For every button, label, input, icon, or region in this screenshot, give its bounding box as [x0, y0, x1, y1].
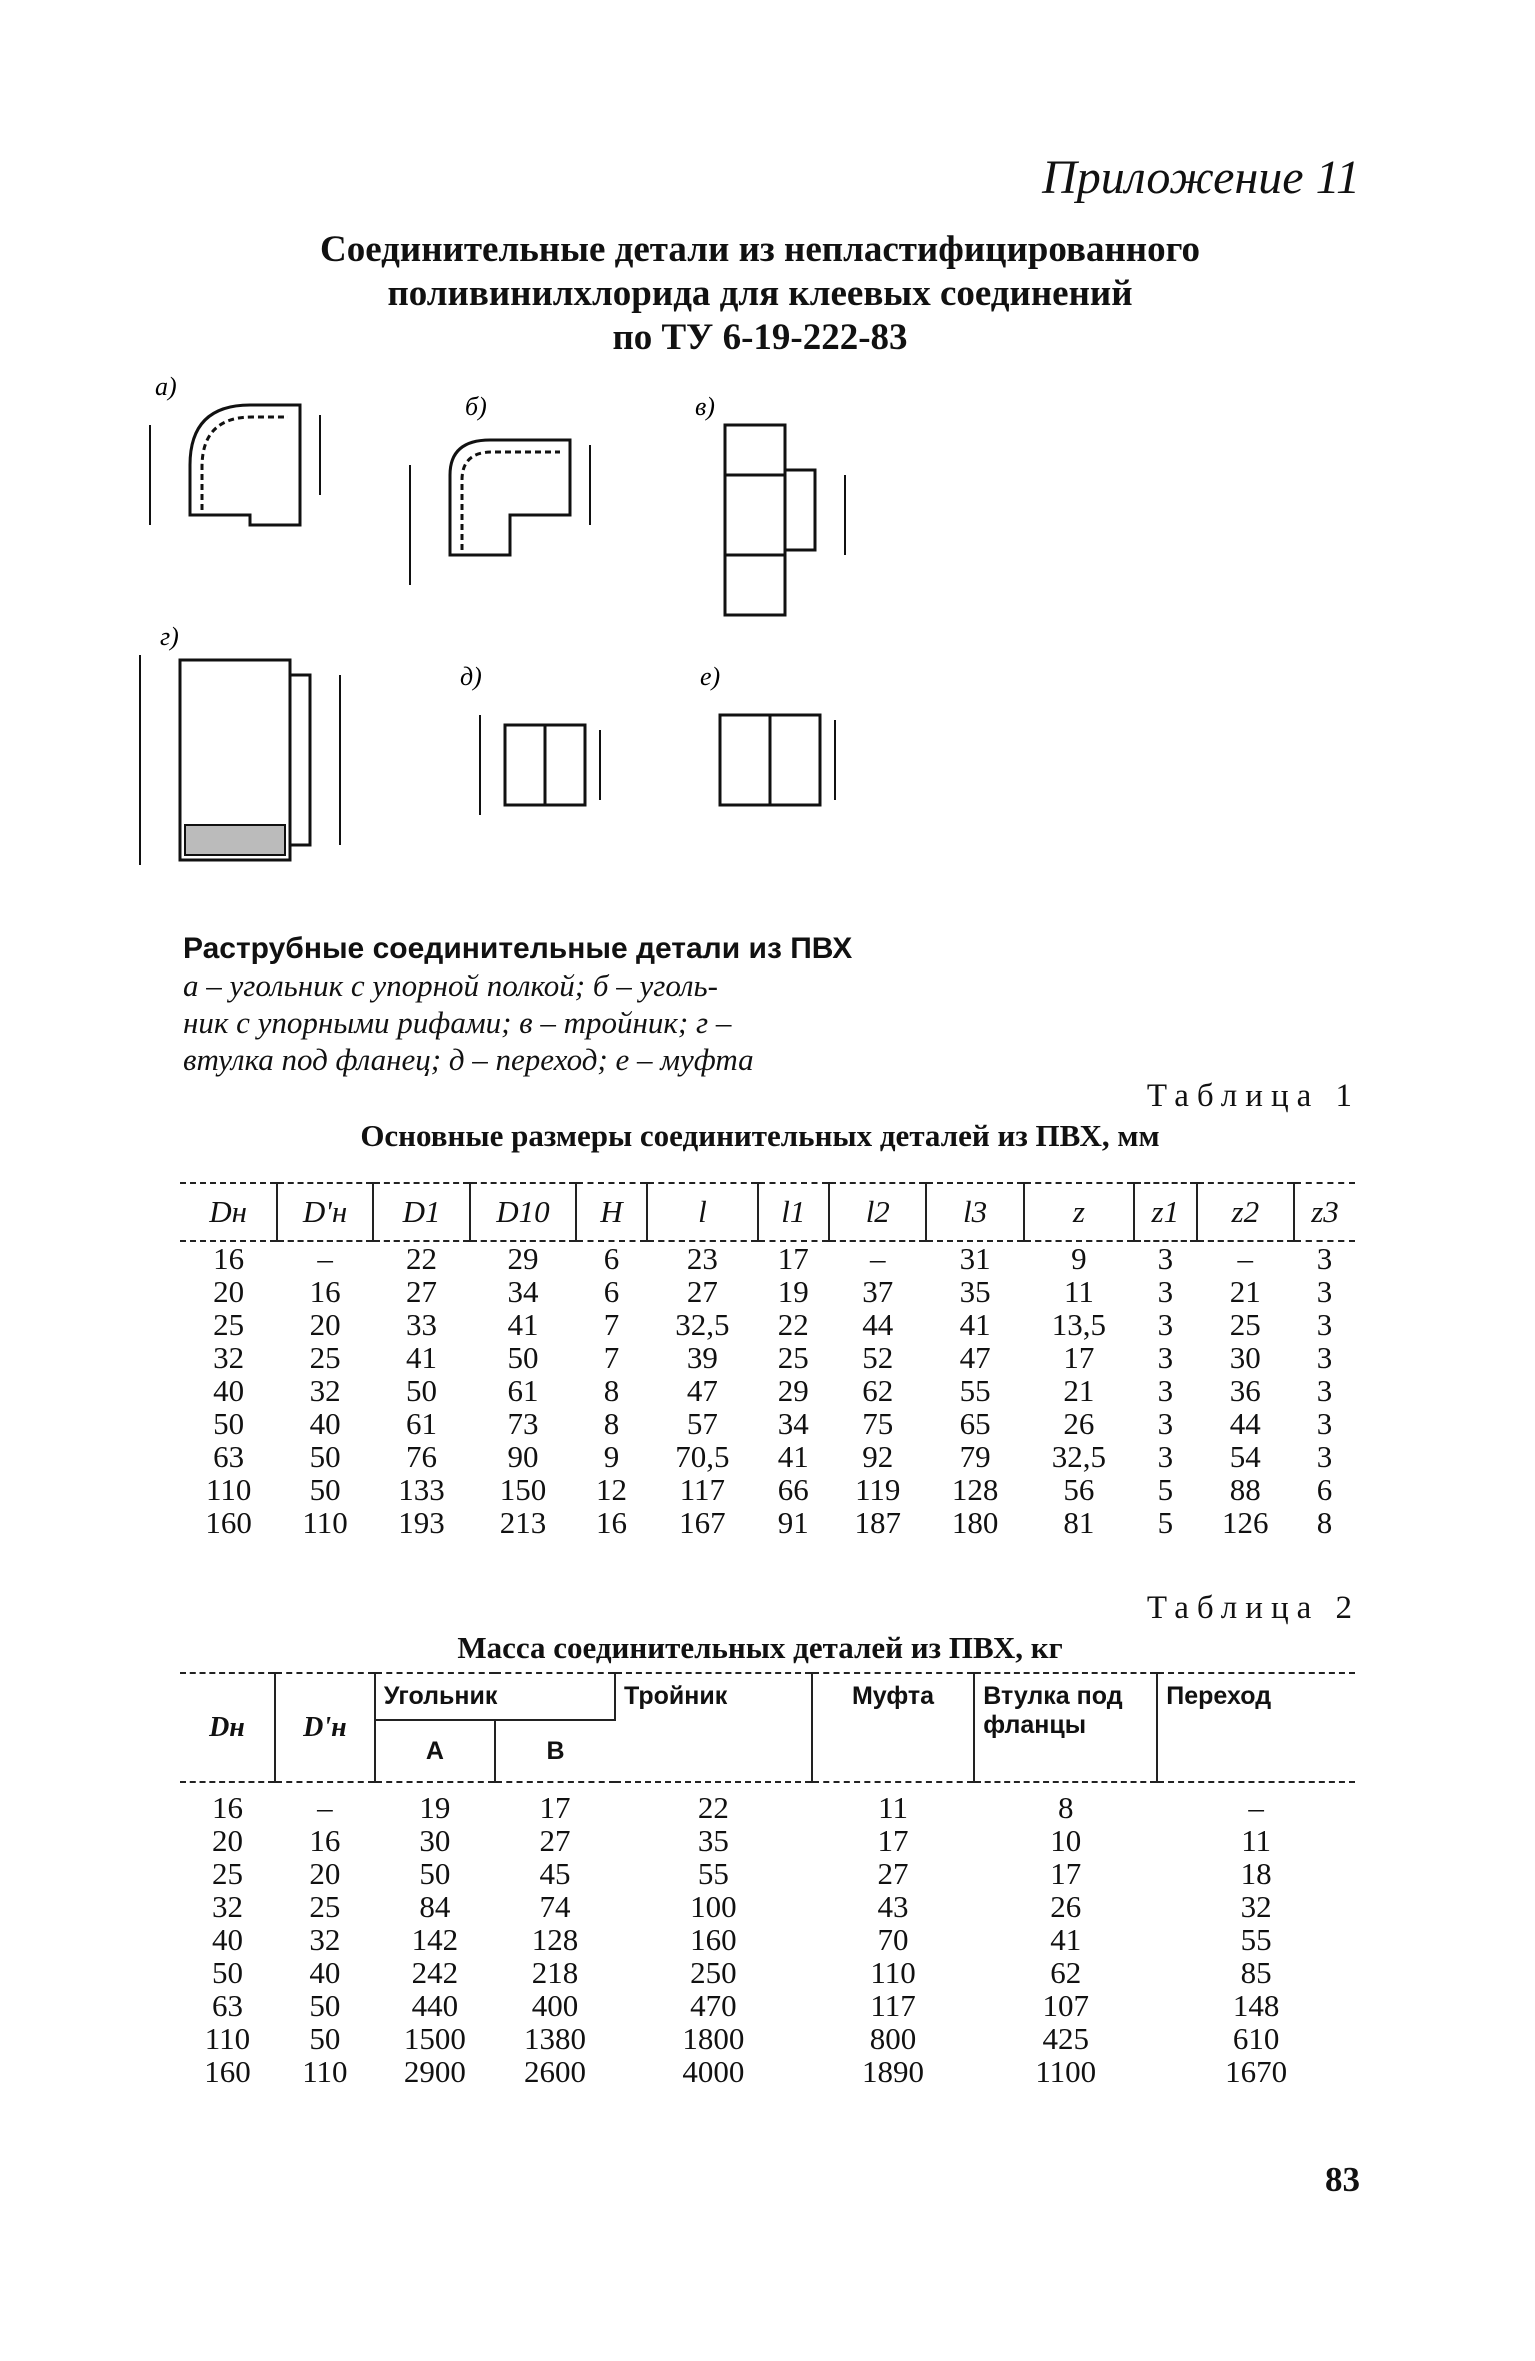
- table-cell: 10: [1050, 1823, 1082, 1858]
- table-cell: 16: [309, 1274, 341, 1309]
- table-cell: 6: [603, 1274, 620, 1309]
- table-cell: 17: [495, 1782, 615, 1824]
- table-cell: 11: [1241, 1823, 1272, 1858]
- table-cell: –: [317, 1241, 333, 1276]
- ribbed-elbow-sketch: [410, 440, 590, 585]
- table1-header-cell: z2: [1197, 1183, 1294, 1241]
- title-line-1: Соединительные детали из непластифицированного: [320, 229, 1200, 270]
- table-row: [180, 1241, 1355, 1275]
- table-cell: 11: [1064, 1274, 1094, 1309]
- table-cell: 8: [603, 1373, 620, 1408]
- table-cell: 74: [539, 1889, 571, 1924]
- table-cell: –: [275, 1782, 375, 1824]
- table-cell: 39: [686, 1340, 718, 1375]
- coupling-sketch: [720, 715, 835, 805]
- caption-line-1: а – угольник с упорной полкой; б – уголь-: [183, 968, 718, 1003]
- table-cell: 3: [1316, 1340, 1333, 1375]
- table-cell: 30: [419, 1823, 451, 1858]
- table-cell: 34: [777, 1406, 809, 1441]
- table-cell: 25: [1229, 1307, 1261, 1342]
- table-cell: 76: [406, 1439, 437, 1474]
- table-cell: 40: [211, 1922, 243, 1957]
- table-row: [180, 1374, 1355, 1407]
- table-cell: 6: [603, 1241, 620, 1276]
- table-cell: 800: [869, 2021, 917, 2056]
- table-cell: 41: [1050, 1922, 1082, 1957]
- table-row: [180, 1824, 1355, 1857]
- table-cell: 213: [499, 1505, 547, 1540]
- title-line-3: по ТУ 6-19-222-83: [612, 317, 908, 358]
- table-cell: 27: [539, 1823, 571, 1858]
- fig-label-v: в): [695, 392, 715, 421]
- table-cell: 2600: [523, 2054, 586, 2089]
- table-cell: 7: [603, 1340, 620, 1375]
- table-cell: 8: [603, 1406, 620, 1441]
- table-cell: 29: [777, 1373, 809, 1408]
- table1-header-cell: l1: [758, 1183, 830, 1241]
- table-cell: 3: [1157, 1274, 1174, 1309]
- table-cell: 47: [959, 1340, 991, 1375]
- table-cell: 32,5: [675, 1307, 730, 1342]
- table-cell: –: [1237, 1241, 1254, 1276]
- table-cell: 17: [877, 1823, 909, 1858]
- table-cell: 35: [697, 1823, 729, 1858]
- table-cell: 110: [302, 2054, 348, 2089]
- table-cell: 27: [877, 1856, 909, 1891]
- table-cell: 43: [877, 1889, 909, 1924]
- table-cell: 54: [1229, 1439, 1261, 1474]
- table-cell: 1100: [1035, 2054, 1097, 2089]
- table1-header-cell: l2: [829, 1183, 926, 1241]
- table-cell: 16: [309, 1823, 341, 1858]
- table1-header-cell: z1: [1134, 1183, 1197, 1241]
- table-row: [180, 1407, 1355, 1440]
- table-cell: 55: [1240, 1922, 1272, 1957]
- table-cell: 167: [679, 1505, 726, 1540]
- table-cell: 18: [1240, 1856, 1272, 1891]
- table-cell: 8: [1316, 1505, 1333, 1540]
- table-cell: 25: [211, 1856, 243, 1891]
- table-cell: 26: [1050, 1889, 1082, 1924]
- table2-body: [180, 1782, 1355, 2088]
- table-cell: 3: [1157, 1340, 1174, 1375]
- tee-sketch: [725, 425, 845, 615]
- table-cell: 32: [1240, 1889, 1272, 1924]
- table-cell: 81: [1063, 1505, 1095, 1540]
- table-cell: 242: [411, 1955, 459, 1990]
- table-cell: 3: [1316, 1406, 1333, 1441]
- mass-table: [180, 1672, 1355, 2088]
- table-cell: 119: [855, 1472, 901, 1507]
- table-cell: 73: [507, 1406, 539, 1441]
- table-cell: 1500: [403, 2021, 466, 2056]
- table-cell: 4000: [682, 2054, 745, 2089]
- table-cell: 20: [309, 1856, 341, 1891]
- table-cell: 52: [862, 1340, 894, 1375]
- table-cell: 32: [309, 1373, 341, 1408]
- table-cell: 88: [1229, 1472, 1261, 1507]
- table1-header-cell: D1: [373, 1183, 470, 1241]
- table-cell: –: [870, 1241, 886, 1276]
- elbow-sketch: [150, 405, 320, 525]
- fittings-drawing: [155, 372, 900, 925]
- table1-header-row: [180, 1183, 1355, 1241]
- fig-label-g: г): [160, 622, 179, 651]
- table-cell: 133: [398, 1472, 445, 1507]
- table-cell: 17: [777, 1241, 809, 1276]
- table2-header-row: [180, 1673, 1355, 1720]
- table-cell: 50: [309, 2021, 341, 2056]
- table-cell: 7: [603, 1307, 620, 1342]
- table-cell: 19: [375, 1782, 495, 1824]
- table-cell: 128: [531, 1922, 579, 1957]
- table-cell: 6: [1316, 1472, 1333, 1507]
- page-number: 83: [1325, 2160, 1360, 2199]
- table-cell: 110: [206, 1472, 252, 1507]
- table-cell: 20: [213, 1274, 245, 1309]
- table-cell: 29: [507, 1241, 539, 1276]
- table-cell: 117: [679, 1472, 726, 1507]
- table-cell: 3: [1157, 1373, 1174, 1408]
- fig-label-b: б): [465, 392, 487, 421]
- table-cell: 440: [411, 1988, 459, 2023]
- caption-line-3: втулка под фланец; д – переход; е – муфта: [183, 1042, 754, 1077]
- table-cell: 25: [309, 1340, 341, 1375]
- t2-header-b: В: [495, 1720, 615, 1782]
- table2-label: Таблица 2: [1146, 1590, 1360, 1626]
- table-cell: 32,5: [1051, 1439, 1107, 1474]
- table-cell: 126: [1222, 1505, 1269, 1540]
- table-cell: 21: [1229, 1274, 1261, 1309]
- table-row: [180, 1275, 1355, 1308]
- table-cell: 44: [862, 1307, 894, 1342]
- table-cell: 3: [1157, 1406, 1174, 1441]
- table-cell: 32: [211, 1889, 243, 1924]
- table1-header-cell: l: [647, 1183, 757, 1241]
- table1-body: [180, 1241, 1355, 1539]
- t2-header-mufta: Муфта: [812, 1673, 974, 1782]
- caption-line-2: ник с упорными рифами; в – тройник; г –: [183, 1005, 732, 1040]
- table-cell: 20: [211, 1823, 243, 1858]
- table-cell: 40: [309, 1406, 341, 1441]
- t2-header-perehod: Переход: [1157, 1673, 1355, 1782]
- table-cell: –: [1157, 1782, 1355, 1824]
- table-cell: 13,5: [1051, 1307, 1107, 1342]
- table-cell: 160: [204, 2054, 251, 2089]
- table-cell: 187: [854, 1505, 901, 1540]
- table-cell: 17: [1063, 1340, 1095, 1375]
- table-cell: 5: [1157, 1472, 1174, 1507]
- table-cell: 117: [870, 1988, 916, 2023]
- page-title: [200, 228, 1320, 360]
- table1-header-cell: Dн: [180, 1183, 277, 1241]
- table-cell: 61: [507, 1373, 539, 1408]
- table-cell: 75: [862, 1406, 894, 1441]
- table1-header-cell: H: [576, 1183, 648, 1241]
- dimensions-table: [180, 1182, 1355, 1539]
- table1-header-cell: D10: [470, 1183, 576, 1241]
- table-row: [180, 1440, 1355, 1473]
- table-cell: 3: [1316, 1373, 1333, 1408]
- table-cell: 150: [499, 1472, 547, 1507]
- flange-sleeve-sketch: [140, 655, 340, 865]
- table-cell: 34: [507, 1274, 539, 1309]
- table-cell: 55: [697, 1856, 729, 1891]
- table-row: [180, 2055, 1355, 2088]
- table-cell: 11: [812, 1782, 974, 1824]
- table-cell: 66: [777, 1472, 809, 1507]
- table-cell: 50: [211, 1955, 243, 1990]
- table1-header-cell: z: [1024, 1183, 1134, 1241]
- title-line-2: поливинилхлорида для клеевых соединений: [387, 273, 1133, 314]
- table-cell: 250: [690, 1955, 737, 1990]
- table-cell: 25: [309, 1889, 341, 1924]
- table-cell: 17: [1050, 1856, 1082, 1891]
- appendix-label: Приложение 11: [1042, 151, 1360, 204]
- table-cell: 47: [686, 1373, 718, 1408]
- table-cell: 3: [1316, 1439, 1333, 1474]
- table-cell: 32: [309, 1922, 341, 1957]
- table-cell: 41: [959, 1307, 991, 1342]
- table-cell: 50: [309, 1439, 341, 1474]
- table-cell: 21: [1063, 1373, 1095, 1408]
- table-cell: 110: [870, 1955, 916, 1990]
- table-row: [180, 1857, 1355, 1890]
- table-cell: 32: [213, 1340, 245, 1375]
- table-cell: 36: [1229, 1373, 1261, 1408]
- table-cell: 470: [690, 1988, 737, 2023]
- t2-header-a: А: [375, 1720, 495, 1782]
- table-cell: 33: [406, 1307, 437, 1342]
- table-cell: 70: [877, 1922, 909, 1957]
- table-cell: 65: [959, 1406, 991, 1441]
- table-cell: 85: [1240, 1955, 1272, 1990]
- table-row: [180, 1308, 1355, 1341]
- fig-label-d: д): [460, 662, 482, 691]
- table-cell: 31: [959, 1241, 991, 1276]
- table-cell: 61: [406, 1406, 437, 1441]
- table-cell: 22: [615, 1782, 812, 1824]
- table-cell: 22: [777, 1307, 809, 1342]
- table-cell: 3: [1157, 1241, 1174, 1276]
- t2-header-ugolnik: Угольник: [375, 1673, 615, 1720]
- table-cell: 55: [959, 1373, 991, 1408]
- table-cell: 22: [406, 1241, 437, 1276]
- table-cell: 180: [951, 1505, 999, 1540]
- t2-header-troinik: Тройник: [615, 1673, 812, 1782]
- table-cell: 1670: [1225, 2054, 1288, 2089]
- table-cell: 128: [951, 1472, 999, 1507]
- table-cell: 193: [398, 1505, 445, 1540]
- t2-header-vtulka: Втулка под фланцы: [974, 1673, 1157, 1782]
- t2-header-dn: Dн: [180, 1673, 275, 1782]
- table-cell: 19: [777, 1274, 809, 1309]
- table-cell: 160: [205, 1505, 252, 1540]
- table-cell: 2900: [403, 2054, 466, 2089]
- table-row: [180, 2022, 1355, 2055]
- table1-header-cell: l3: [926, 1183, 1023, 1241]
- table-cell: 37: [862, 1274, 894, 1309]
- table-cell: 142: [411, 1922, 459, 1957]
- table-cell: 12: [595, 1472, 627, 1507]
- table-cell: 16: [213, 1241, 245, 1276]
- table-cell: 50: [309, 1988, 341, 2023]
- table-cell: 40: [213, 1373, 245, 1408]
- table-cell: 84: [419, 1889, 451, 1924]
- fig-label-a: а): [155, 372, 177, 401]
- table-cell: 41: [406, 1340, 437, 1375]
- table-cell: 9: [603, 1439, 620, 1474]
- table-cell: 40: [309, 1955, 341, 1990]
- table-cell: 16: [595, 1505, 627, 1540]
- table2-title: Масса соединительных деталей из ПВХ, кг: [457, 1630, 1063, 1665]
- table-cell: 160: [690, 1922, 737, 1957]
- table-cell: 92: [862, 1439, 894, 1474]
- table-cell: 79: [959, 1439, 991, 1474]
- table-cell: 8: [974, 1782, 1157, 1824]
- caption-heading: Раструбные соединительные детали из ПВХ: [183, 932, 853, 965]
- table-cell: 50: [213, 1406, 245, 1441]
- table-cell: 50: [419, 1856, 451, 1891]
- table-cell: 3: [1157, 1439, 1174, 1474]
- table-row: [180, 1890, 1355, 1923]
- table-cell: 1890: [862, 2054, 925, 2089]
- table-cell: 1380: [523, 2021, 586, 2056]
- table-cell: 110: [302, 1505, 348, 1540]
- table-row: [180, 1341, 1355, 1374]
- table-cell: 148: [1232, 1988, 1280, 2023]
- table-cell: 20: [309, 1307, 341, 1342]
- table-cell: 425: [1042, 2021, 1089, 2056]
- table-cell: 41: [777, 1439, 809, 1474]
- table-cell: 70,5: [675, 1439, 730, 1474]
- table-row: [180, 1506, 1355, 1539]
- table-cell: 25: [213, 1307, 245, 1342]
- table-cell: 25: [777, 1340, 809, 1375]
- table-cell: 44: [1229, 1406, 1261, 1441]
- table-cell: 30: [1229, 1340, 1261, 1375]
- table-cell: 63: [213, 1439, 245, 1474]
- table-cell: 107: [1042, 1988, 1089, 2023]
- table-cell: 91: [777, 1505, 809, 1540]
- table-cell: 100: [690, 1889, 737, 1924]
- table-cell: 3: [1316, 1307, 1333, 1342]
- table1-title: Основные размеры соединительных деталей из ПВХ, мм: [360, 1118, 1160, 1153]
- table-cell: 62: [862, 1373, 894, 1408]
- table-cell: 41: [507, 1307, 539, 1342]
- table-cell: 5: [1157, 1505, 1174, 1540]
- table-row: [180, 1923, 1355, 1956]
- table-cell: 3: [1157, 1307, 1174, 1342]
- table-cell: 3: [1316, 1241, 1333, 1276]
- table-cell: 50: [309, 1472, 341, 1507]
- table-cell: 90: [507, 1439, 539, 1474]
- table1-label: Таблица 1: [1146, 1078, 1360, 1114]
- table-cell: 16: [180, 1782, 275, 1824]
- table-cell: 63: [211, 1988, 243, 2023]
- table-cell: 110: [204, 2021, 251, 2056]
- table-cell: 218: [531, 1955, 579, 1990]
- t2-header-dn2: D'н: [275, 1673, 375, 1782]
- table-cell: 57: [686, 1406, 718, 1441]
- table-cell: 56: [1063, 1472, 1095, 1507]
- table-cell: 23: [686, 1241, 718, 1276]
- table-cell: 62: [1050, 1955, 1082, 1990]
- table-row: [180, 1989, 1355, 2022]
- figure-caption: [183, 930, 903, 1078]
- table1-header-cell: z3: [1294, 1183, 1355, 1241]
- table1-header-cell: D'н: [277, 1183, 372, 1241]
- table-cell: 9: [1071, 1241, 1087, 1276]
- table-cell: 400: [531, 1988, 579, 2023]
- table-cell: 610: [1232, 2021, 1280, 2056]
- table-cell: 3: [1316, 1274, 1333, 1309]
- table-cell: 26: [1063, 1406, 1095, 1441]
- table-cell: 27: [406, 1274, 437, 1309]
- table-cell: 27: [686, 1274, 718, 1309]
- table-cell: 35: [959, 1274, 991, 1309]
- fig-label-e: е): [700, 662, 721, 691]
- table-cell: 50: [507, 1340, 539, 1375]
- table-row: [180, 1782, 1355, 1824]
- reducer-sketch: [480, 715, 600, 815]
- table-cell: 50: [406, 1373, 437, 1408]
- table-row: [180, 1956, 1355, 1989]
- table-cell: 1800: [682, 2021, 745, 2056]
- table-row: [180, 1473, 1355, 1506]
- table-cell: 45: [539, 1856, 571, 1891]
